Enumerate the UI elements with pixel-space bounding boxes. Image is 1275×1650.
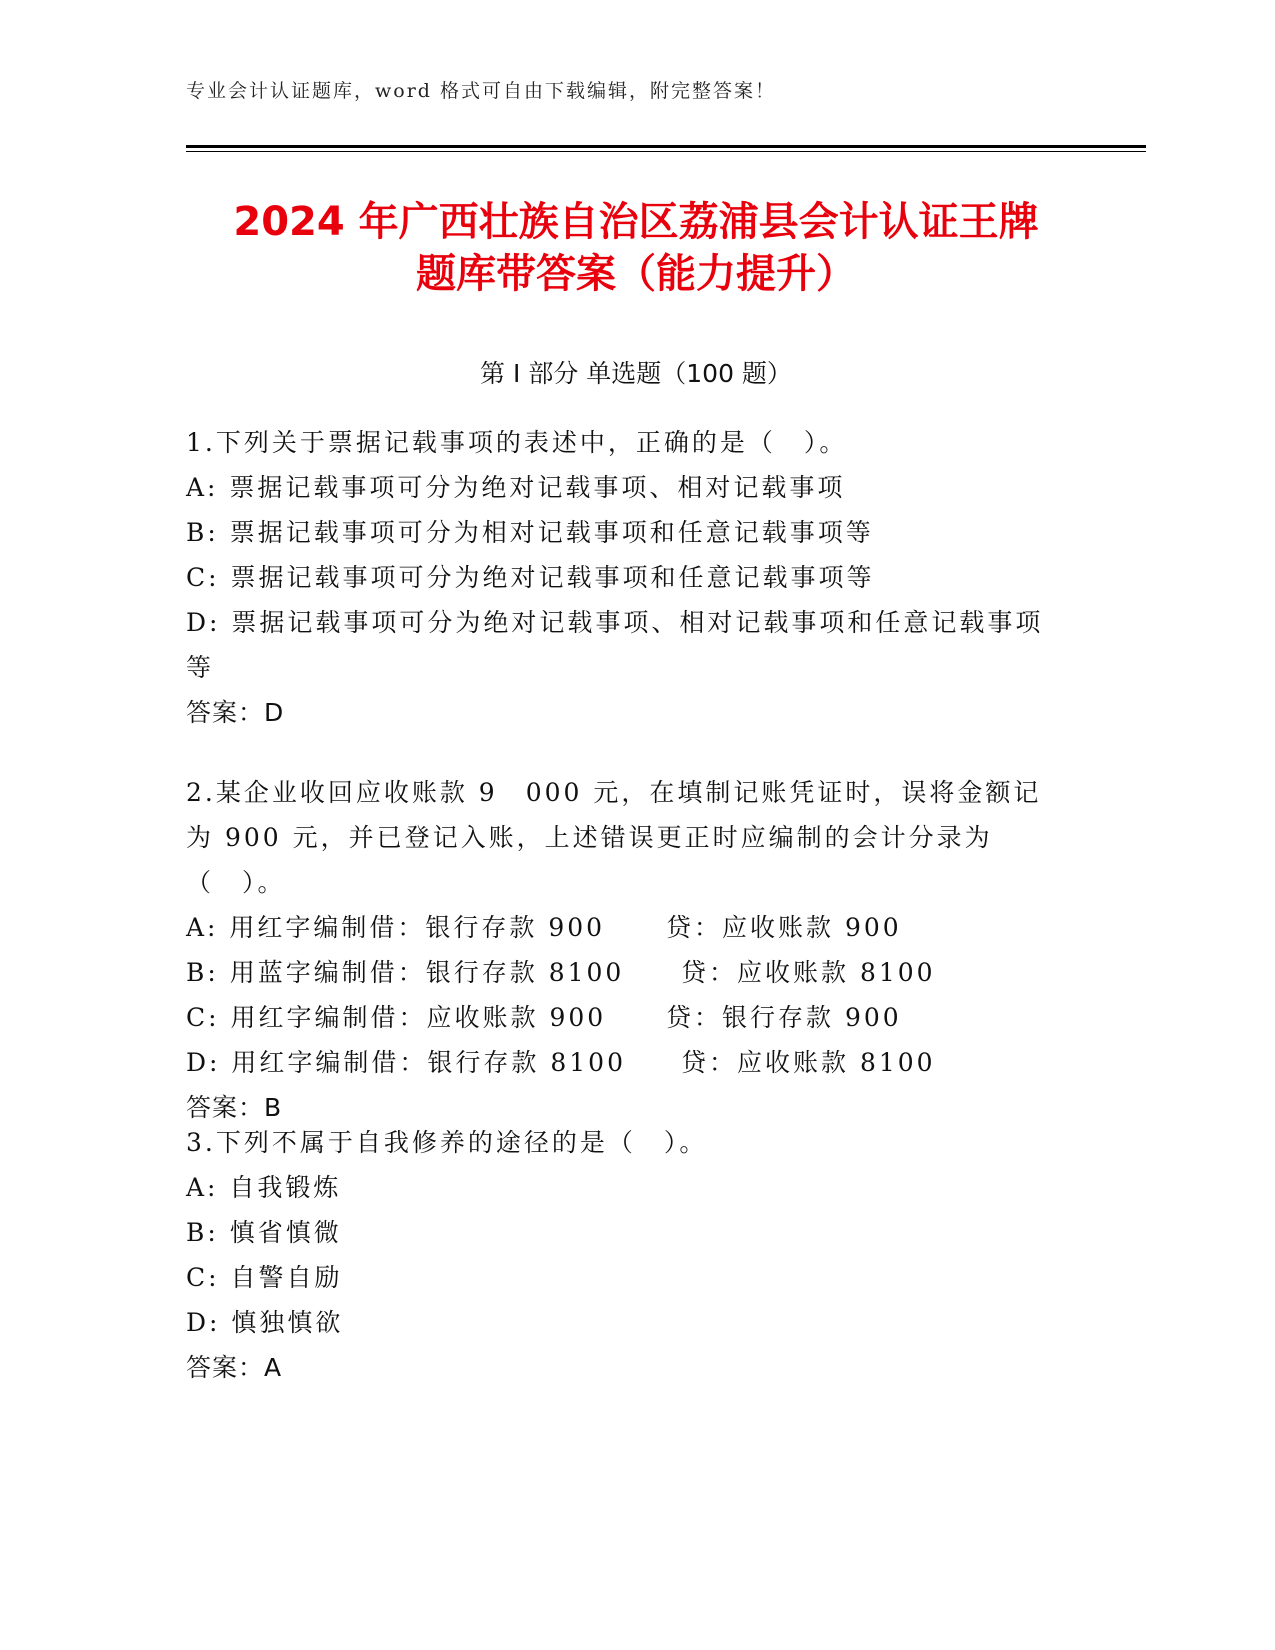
option-b: B: 慎省慎微 — [186, 1218, 342, 1247]
option-d: D: 票据记载事项可分为绝对记载事项、相对记载事项和任意记载事项等 — [186, 608, 1044, 682]
option-credit: 贷：银行存款 900 — [666, 1003, 902, 1032]
option-c: C: 票据记载事项可分为绝对记载事项和任意记载事项等 — [186, 563, 875, 592]
document-title — [186, 196, 1086, 300]
header-rule-thin — [186, 151, 1146, 152]
header-rule-thick — [186, 145, 1146, 148]
option-debit: D: 用红字编制借：银行存款 8100 — [186, 1048, 626, 1077]
question-stem: 2.某企业收回应收账款 9 000 元，在填制记账凭证时，误将金额记为 900 元，并已登记入账，上述错误更正时应编制的会计分录为（ ）。 — [186, 778, 1042, 897]
answer: 答案：D — [186, 698, 285, 727]
option-credit: 贷：应收账款 8100 — [681, 958, 936, 987]
option-credit: 贷：应收账款 900 — [666, 913, 902, 942]
option-debit: C: 用红字编制借：应收账款 900 — [186, 1003, 607, 1032]
header-note: 专业会计认证题库，word 格式可自由下载编辑，附完整答案！ — [186, 80, 776, 102]
option-a — [186, 905, 1086, 950]
question-stem: 3.下列不属于自我修养的途径的是（ ）。 — [186, 1128, 708, 1157]
option-b — [186, 950, 1086, 995]
question-3 — [186, 1120, 1086, 1390]
title-line-1: 2024 年广西壮族自治区荔浦县会计认证王牌 — [233, 199, 1039, 245]
question-stem: 1.下列关于票据记载事项的表述中，正确的是（ ）。 — [186, 428, 848, 457]
section-title: 第 I 部分 单选题（100 题） — [480, 359, 792, 388]
question-1 — [186, 420, 1086, 735]
title-line-2: 题库带答案（能力提升） — [416, 251, 856, 297]
option-credit: 贷：应收账款 8100 — [681, 1048, 936, 1077]
option-c — [186, 995, 1086, 1040]
option-d: D: 慎独慎欲 — [186, 1308, 344, 1337]
option-d — [186, 1040, 1086, 1085]
option-b: B: 票据记载事项可分为相对记载事项和任意记载事项等 — [186, 518, 874, 547]
answer: 答案：A — [186, 1353, 283, 1382]
question-2 — [186, 770, 1086, 1130]
option-a: A: 自我锻炼 — [186, 1173, 342, 1202]
option-c: C: 自警自励 — [186, 1263, 343, 1292]
option-debit: B: 用蓝字编制借：银行存款 8100 — [186, 958, 625, 987]
option-a: A: 票据记载事项可分为绝对记载事项、相对记载事项 — [186, 473, 846, 502]
option-debit: A: 用红字编制借：银行存款 900 — [186, 913, 606, 942]
answer: 答案：B — [186, 1093, 283, 1122]
